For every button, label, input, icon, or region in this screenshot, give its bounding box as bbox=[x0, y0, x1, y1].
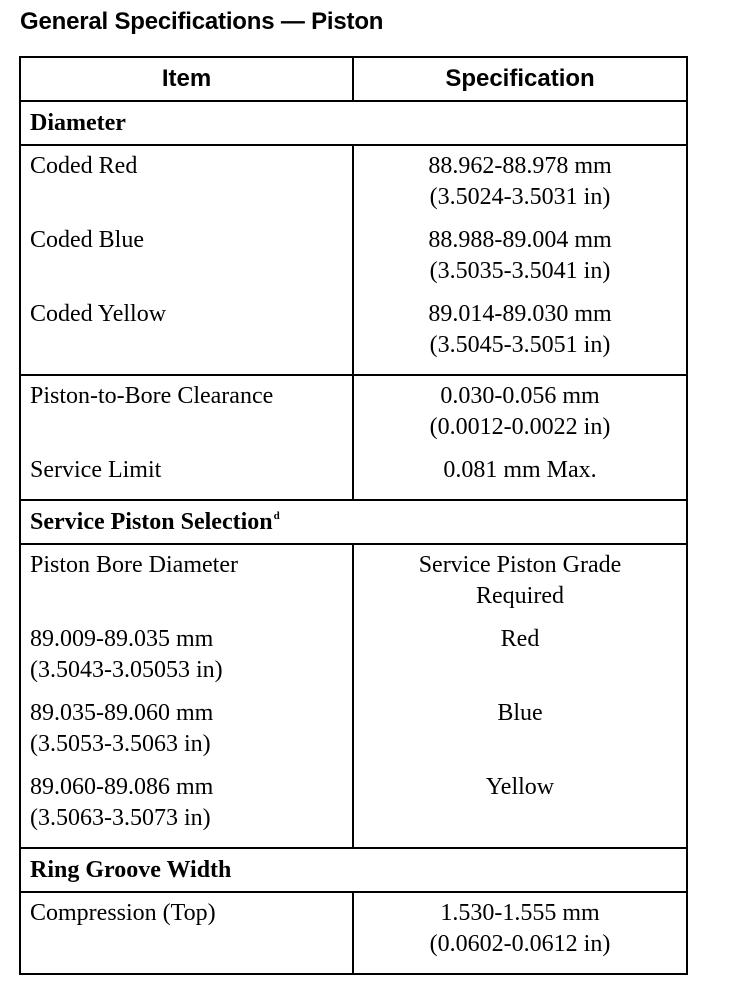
section-row bbox=[20, 500, 687, 544]
piston-grade: Red bbox=[500, 626, 540, 652]
piston-grade: Blue bbox=[497, 700, 543, 726]
table-row bbox=[20, 287, 687, 375]
item-label: Coded Blue bbox=[30, 227, 144, 253]
header-item: Item bbox=[20, 57, 353, 101]
piston-grade: Yellow bbox=[485, 774, 555, 800]
table-row bbox=[20, 213, 687, 287]
spec-text: Service Piston Grade bbox=[418, 552, 622, 578]
section-heading: Service Piston Selection bbox=[30, 508, 273, 535]
table-row bbox=[20, 443, 687, 500]
item-label: Compression (Top) bbox=[30, 900, 216, 926]
item-label: Coded Yellow bbox=[30, 301, 167, 327]
item-label: Service Limit bbox=[30, 457, 162, 483]
bore-diameter-metric: 89.009-89.035 mm bbox=[30, 626, 214, 652]
section-ring-groove-width: Ring Groove Width bbox=[20, 848, 687, 892]
item-label: Piston-to-Bore Clearance bbox=[30, 383, 274, 409]
spec-text: Required bbox=[476, 583, 564, 609]
bore-diameter-imperial: (3.5053-3.5063 in) bbox=[30, 731, 211, 757]
footnote-marker: d bbox=[273, 509, 280, 522]
page-title: General Specifications — Piston bbox=[20, 8, 384, 35]
section-row bbox=[20, 101, 687, 145]
table-row bbox=[20, 760, 687, 848]
spec-imperial: (3.5024-3.5031 in) bbox=[429, 184, 611, 210]
table-row bbox=[20, 892, 687, 974]
table-row bbox=[20, 145, 687, 213]
spec-imperial: (3.5035-3.5041 in) bbox=[429, 258, 611, 284]
bore-diameter-metric: 89.035-89.060 mm bbox=[30, 700, 214, 726]
bore-diameter-metric: 89.060-89.086 mm bbox=[30, 774, 214, 800]
spec-imperial: (0.0602-0.0612 in) bbox=[429, 931, 611, 957]
spec-metric: 89.014-89.030 mm bbox=[428, 301, 612, 327]
item-label: Piston Bore Diameter bbox=[30, 552, 238, 578]
spec-metric: 88.988-89.004 mm bbox=[428, 227, 612, 253]
spec-metric: 1.530-1.555 mm bbox=[440, 900, 600, 926]
table-row bbox=[20, 612, 687, 686]
section-diameter: Diameter bbox=[20, 101, 687, 145]
table-row bbox=[20, 375, 687, 443]
table-header-row bbox=[20, 57, 687, 101]
section-service-piston-selection bbox=[20, 500, 687, 544]
bore-diameter-imperial: (3.5063-3.5073 in) bbox=[30, 805, 211, 831]
item-label: Coded Red bbox=[30, 153, 138, 179]
table-row bbox=[20, 544, 687, 612]
spec-imperial: (3.5045-3.5051 in) bbox=[429, 332, 611, 358]
spec-metric: 0.030-0.056 mm bbox=[440, 383, 600, 409]
section-row bbox=[20, 848, 687, 892]
bore-diameter-imperial: (3.5043-3.05053 in) bbox=[30, 657, 223, 683]
header-specification: Specification bbox=[353, 57, 687, 101]
table-row bbox=[20, 686, 687, 760]
piston-spec-table bbox=[19, 56, 688, 975]
spec-metric: 0.081 mm Max. bbox=[443, 457, 597, 483]
spec-imperial: (0.0012-0.0022 in) bbox=[429, 414, 611, 440]
spec-metric: 88.962-88.978 mm bbox=[428, 153, 612, 179]
